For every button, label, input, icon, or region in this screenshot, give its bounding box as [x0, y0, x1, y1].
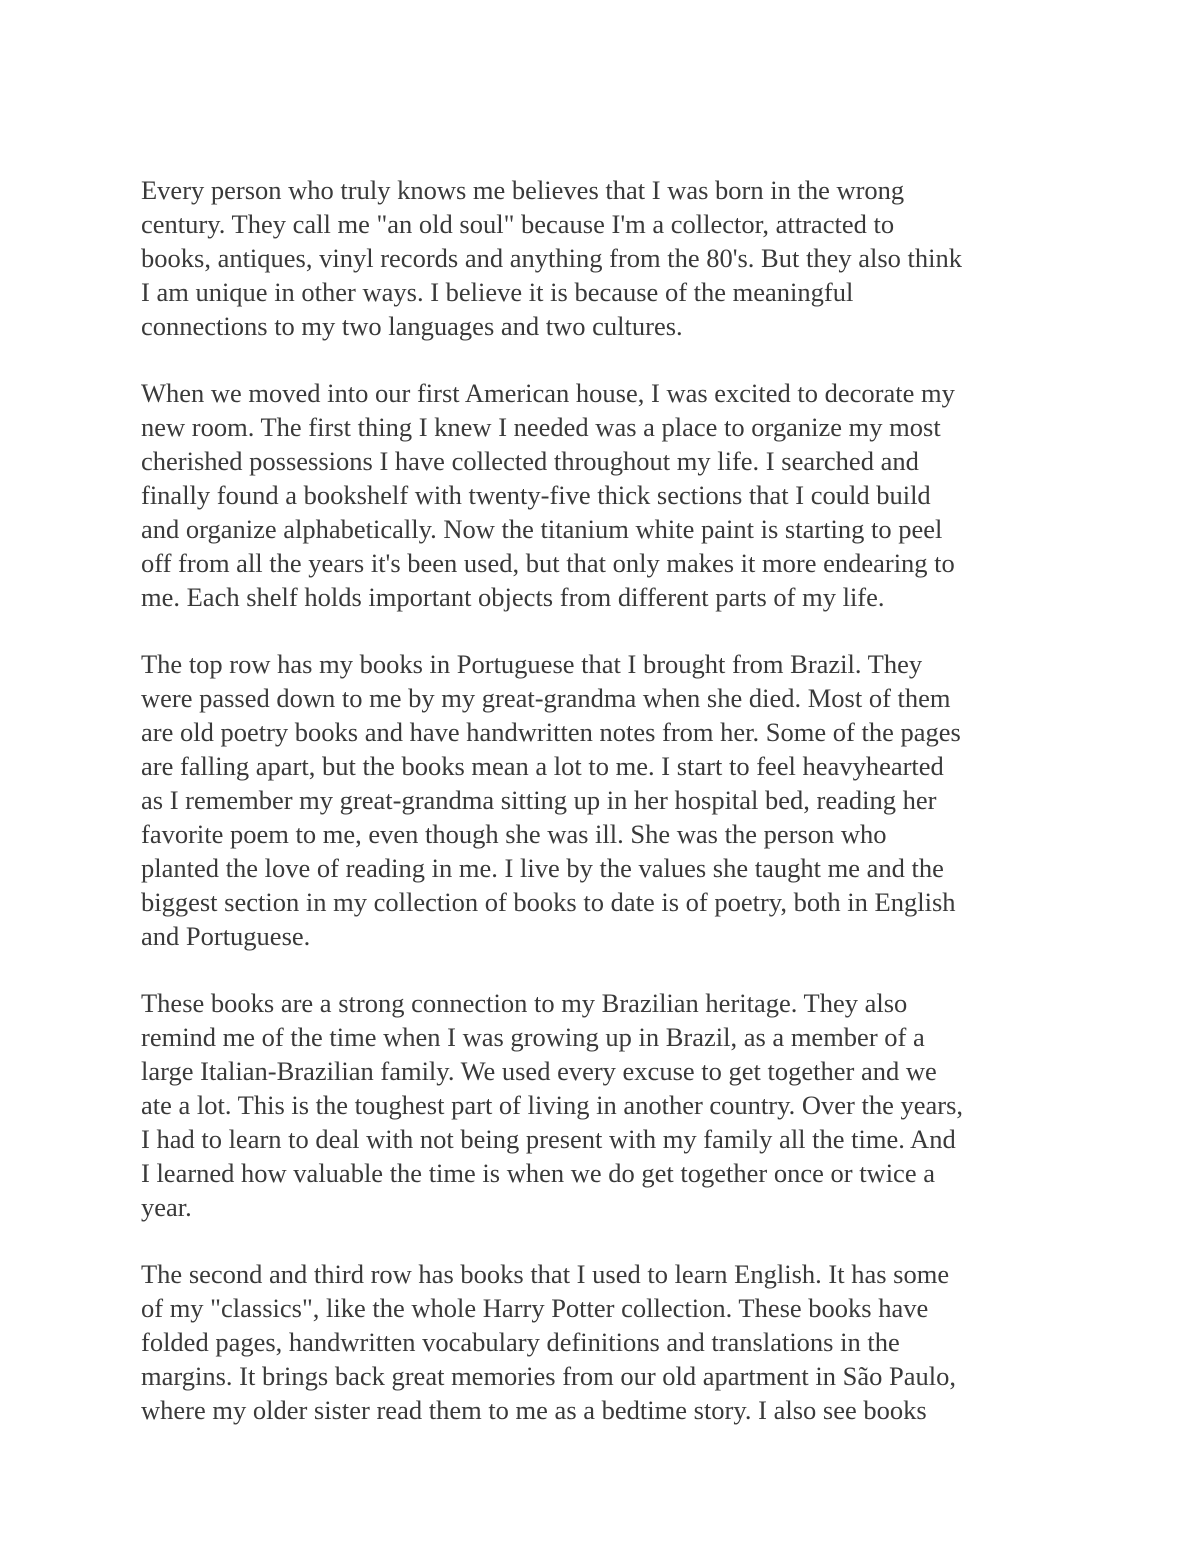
text-line: These books are a strong connection to my Brazilian heritage. They also [141, 988, 908, 1018]
paragraph-2 [141, 376, 1071, 614]
text-line: The second and third row has books that I used to learn English. It has some [141, 1259, 950, 1289]
text-line: year. [141, 1192, 192, 1222]
text-line: connections to my two languages and two cultures. [141, 311, 683, 341]
text-line: as I remember my great-grandma sitting up in her hospital bed, reading her [141, 785, 937, 815]
text-line: planted the love of reading in me. I live by the values she taught me and the [141, 853, 944, 883]
paragraph-gap [141, 343, 1071, 376]
paragraph-4 [141, 986, 1071, 1224]
text-line: I am unique in other ways. I believe it is because of the meaningful [141, 277, 854, 307]
text-line: large Italian-Brazilian family. We used every excuse to get together and we [141, 1056, 937, 1086]
essay-body [141, 173, 1071, 1427]
text-line: century. They call me "an old soul" because I'm a collector, attracted to [141, 209, 895, 239]
text-line: biggest section in my collection of books to date is of poetry, both in English [141, 887, 956, 917]
text-line: cherished possessions I have collected throughout my life. I searched and [141, 446, 919, 476]
text-line: remind me of the time when I was growing up in Brazil, as a member of a [141, 1022, 925, 1052]
text-line: favorite poem to me, even though she was ill. She was the person who [141, 819, 887, 849]
text-line: When we moved into our first American house, I was excited to decorate my [141, 378, 955, 408]
paragraph-gap [141, 1224, 1071, 1257]
paragraph-1 [141, 173, 1071, 343]
text-line: of my "classics", like the whole Harry Potter collection. These books have [141, 1293, 929, 1323]
text-line: I learned how valuable the time is when we do get together once or twice a [141, 1158, 935, 1188]
paragraph-gap [141, 614, 1071, 647]
paragraph-3 [141, 647, 1071, 953]
paragraph-gap [141, 953, 1071, 986]
text-line: and Portuguese. [141, 921, 311, 951]
text-line: me. Each shelf holds important objects from different parts of my life. [141, 582, 885, 612]
text-line: and organize alphabetically. Now the titanium white paint is starting to peel [141, 514, 943, 544]
paragraph-5 [141, 1257, 1071, 1427]
text-line: Every person who truly knows me believes that I was born in the wrong [141, 175, 905, 205]
text-line: are old poetry books and have handwritten notes from her. Some of the pages [141, 717, 961, 747]
text-line: new room. The first thing I knew I needed was a place to organize my most [141, 412, 941, 442]
text-line: ate a lot. This is the toughest part of living in another country. Over the years, [141, 1090, 964, 1120]
text-line: were passed down to me by my great-grandma when she died. Most of them [141, 683, 951, 713]
text-line: off from all the years it's been used, but that only makes it more endearing to [141, 548, 955, 578]
text-line: books, antiques, vinyl records and anything from the 80's. But they also think [141, 243, 963, 273]
text-line: margins. It brings back great memories from our old apartment in São Paulo, [141, 1361, 956, 1391]
text-line: folded pages, handwritten vocabulary definitions and translations in the [141, 1327, 900, 1357]
text-line: are falling apart, but the books mean a lot to me. I start to feel heavyhearted [141, 751, 944, 781]
text-line: I had to learn to deal with not being present with my family all the time. And [141, 1124, 956, 1154]
text-line: The top row has my books in Portuguese that I brought from Brazil. They [141, 649, 923, 679]
text-line: finally found a bookshelf with twenty-five thick sections that I could build [141, 480, 931, 510]
text-line: where my older sister read them to me as a bedtime story. I also see books [141, 1395, 927, 1425]
